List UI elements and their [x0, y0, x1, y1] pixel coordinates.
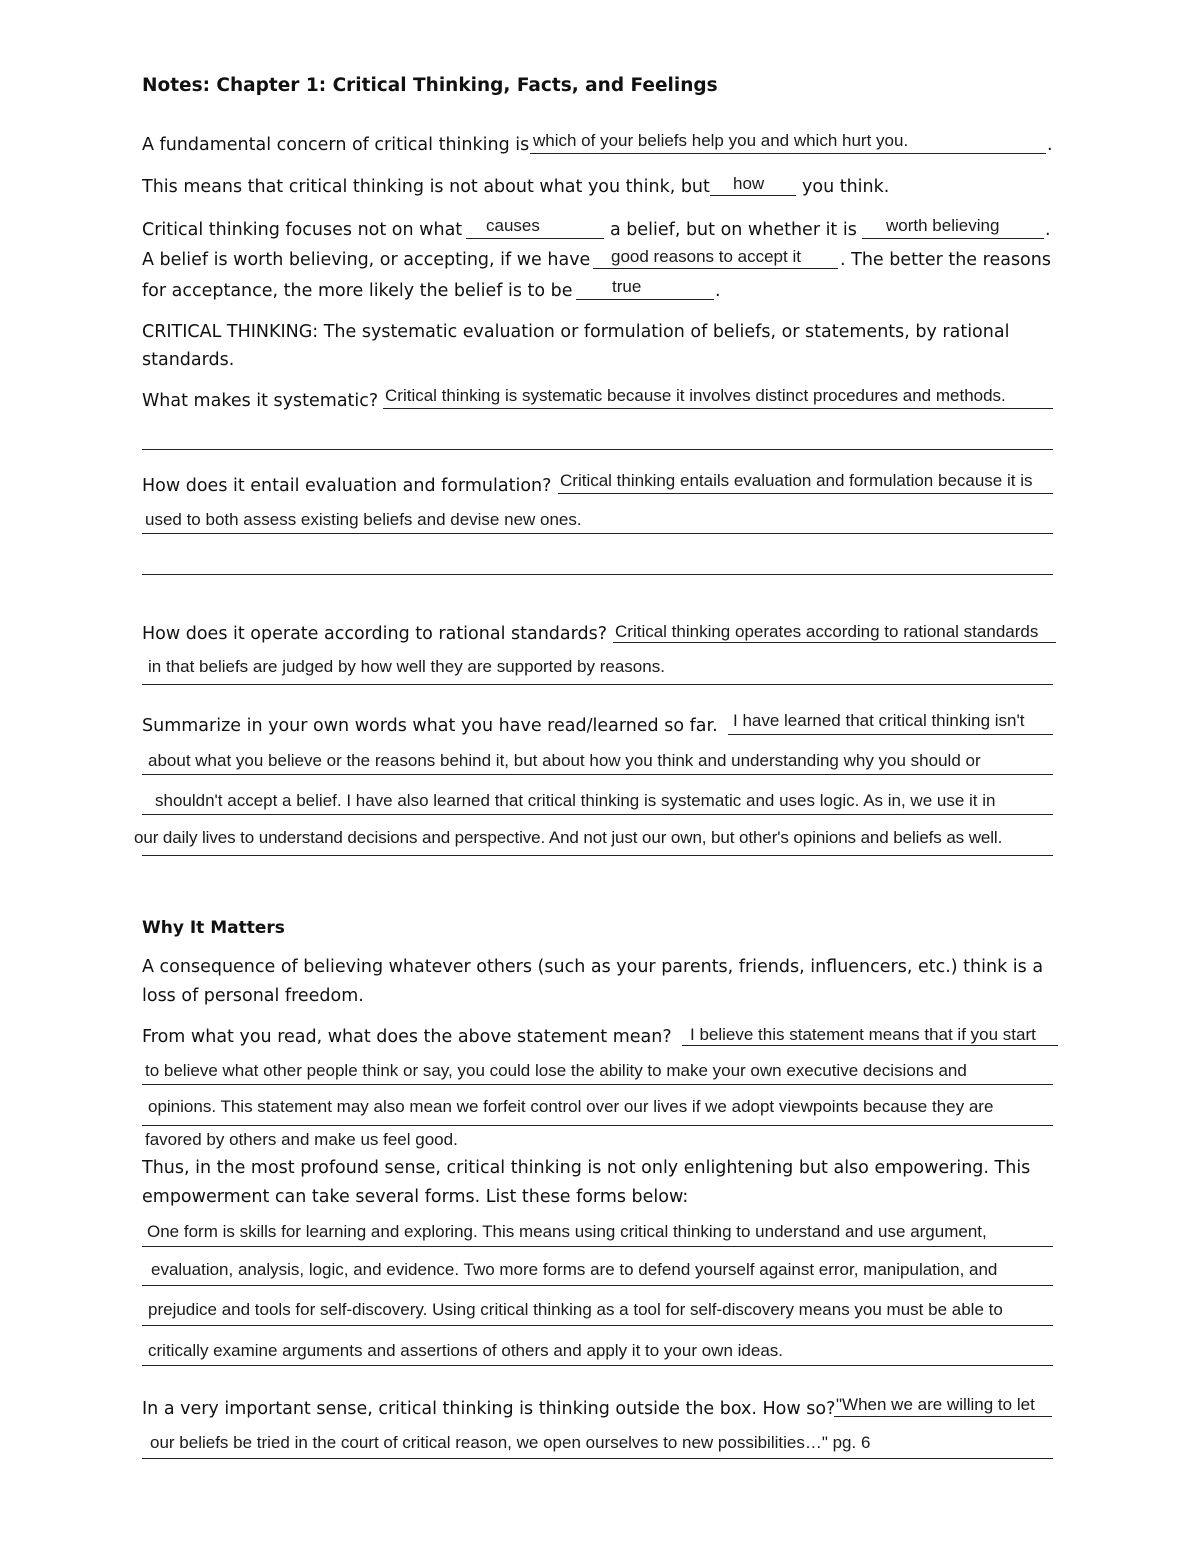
- answer-underline: [728, 734, 1053, 735]
- empowerment-line-1: Thus, in the most profound sense, critical thinking is not only enlightening but also empowering. This: [142, 1158, 1031, 1178]
- answer-underline: [613, 642, 1056, 643]
- question-evaluation: How does it entail evaluation and formulation?: [142, 476, 552, 496]
- answer-underline: [142, 1125, 1053, 1126]
- answer-rational-1[interactable]: Critical thinking operates according to rational standards: [615, 622, 1039, 641]
- answer-summary-4[interactable]: our daily lives to understand decisions and perspective. And not just our own, but other's opinions and beliefs as well.: [134, 828, 1003, 847]
- answer-box-1[interactable]: "When we are willing to let: [836, 1395, 1035, 1414]
- answer-box-2[interactable]: our beliefs be tried in the court of critical reason, we open ourselves to new possibilities…" pg. 6: [150, 1433, 871, 1452]
- answer-systematic[interactable]: Critical thinking is systematic because it involves distinct procedures and methods.: [385, 386, 1006, 405]
- answer-underline: [142, 533, 1053, 534]
- definition-line-1: CRITICAL THINKING: The systematic evaluation or formulation of beliefs, or statements, by rational: [142, 322, 1010, 342]
- answer-underline: [142, 574, 1053, 575]
- answer-underline: [142, 1285, 1053, 1286]
- statement-line-2: loss of personal freedom.: [142, 986, 364, 1006]
- answer-meaning-1[interactable]: I believe this statement means that if you start: [690, 1025, 1036, 1044]
- answer-true[interactable]: true: [612, 277, 642, 296]
- question-statement-meaning: From what you read, what does the above statement mean?: [142, 1027, 672, 1047]
- question-summary: Summarize in your own words what you have read/learned so far.: [142, 716, 718, 736]
- answer-summary-1[interactable]: I have learned that critical thinking isn't: [733, 711, 1025, 730]
- answer-underline: [576, 299, 714, 300]
- answer-good-reasons[interactable]: good reasons to accept it: [611, 247, 801, 266]
- statement-line-1: A consequence of believing whatever others (such as your parents, friends, influencers, etc.) think is a: [142, 957, 1044, 977]
- answer-underline: [142, 1246, 1053, 1247]
- answer-underline: [466, 238, 604, 239]
- answer-how[interactable]: how: [733, 174, 765, 193]
- period: .: [1047, 135, 1053, 155]
- answer-forms-2[interactable]: evaluation, analysis, logic, and evidence. Two more forms are to defend yourself against error, manipulation, and: [151, 1260, 998, 1279]
- answer-summary-2[interactable]: about what you believe or the reasons behind it, but about how you think and understanding why you should or: [148, 751, 981, 770]
- answer-evaluation-1[interactable]: Critical thinking entails evaluation and formulation because it is: [560, 471, 1033, 490]
- answer-underline: [142, 1325, 1053, 1326]
- answer-rational-2[interactable]: in that beliefs are judged by how well they are supported by reasons.: [148, 657, 665, 676]
- answer-fundamental-concern[interactable]: which of your beliefs help you and which hurt you.: [533, 131, 909, 150]
- empowerment-line-2: empowerment can take several forms. List these forms below:: [142, 1187, 689, 1207]
- answer-underline: [530, 153, 1046, 154]
- period: .: [715, 281, 721, 301]
- answer-meaning-4[interactable]: favored by others and make us feel good.: [145, 1130, 458, 1149]
- answer-underline: [593, 268, 838, 269]
- fill-line-2-post: you think.: [802, 177, 890, 197]
- answer-underline: [834, 1416, 1052, 1417]
- answer-worth-believing[interactable]: worth believing: [886, 216, 1000, 235]
- answer-underline: [142, 814, 1053, 815]
- answer-underline: [142, 1458, 1053, 1459]
- period: .: [1045, 220, 1051, 240]
- section-heading-why-it-matters: Why It Matters: [142, 918, 285, 938]
- fill-line-2-pre: This means that critical thinking is not about what you think, but: [142, 177, 710, 197]
- answer-meaning-2[interactable]: to believe what other people think or say, you could lose the ability to make your own executive decisions and: [145, 1061, 967, 1080]
- answer-forms-4[interactable]: critically examine arguments and assertions of others and apply it to your own ideas.: [148, 1341, 783, 1360]
- answer-underline: [142, 1084, 1053, 1085]
- answer-forms-3[interactable]: prejudice and tools for self-discovery. Using critical thinking as a tool for self-discovery means you must be able to: [148, 1300, 1003, 1319]
- fill-line-3-mid: a belief, but on whether it is: [610, 220, 857, 240]
- fill-line-3-pre: Critical thinking focuses not on what: [142, 220, 463, 240]
- answer-underline: [142, 684, 1053, 685]
- answer-underline: [383, 408, 1053, 409]
- question-rational: How does it operate according to rational standards?: [142, 624, 608, 644]
- answer-underline: [142, 774, 1053, 775]
- fill-line-4-pre: A belief is worth believing, or accepting, if we have: [142, 250, 591, 270]
- answer-underline: [142, 1365, 1053, 1366]
- fill-line-1-text: A fundamental concern of critical thinking is: [142, 135, 530, 155]
- page-title: Notes: Chapter 1: Critical Thinking, Facts, and Feelings: [142, 75, 718, 96]
- fill-line-5-pre: for acceptance, the more likely the belief is to be: [142, 281, 573, 301]
- answer-underline: [682, 1045, 1058, 1046]
- question-systematic: What makes it systematic?: [142, 391, 379, 411]
- answer-summary-3[interactable]: shouldn't accept a belief. I have also learned that critical thinking is systematic and uses logic. As in, we use it in: [155, 791, 996, 810]
- answer-underline: [142, 855, 1053, 856]
- answer-underline: [142, 449, 1053, 450]
- answer-causes[interactable]: causes: [486, 216, 540, 235]
- answer-forms-1[interactable]: One form is skills for learning and exploring. This means using critical thinking to understand and use argument,: [147, 1222, 987, 1241]
- question-outside-the-box: In a very important sense, critical thinking is thinking outside the box. How so?: [142, 1399, 836, 1419]
- definition-line-2: standards.: [142, 350, 235, 370]
- answer-underline: [710, 195, 796, 196]
- answer-meaning-3[interactable]: opinions. This statement may also mean we forfeit control over our lives if we adopt viewpoints because they are: [148, 1097, 994, 1116]
- fill-line-1: [142, 134, 529, 156]
- fill-line-4-post: . The better the reasons: [840, 250, 1051, 270]
- answer-evaluation-2[interactable]: used to both assess existing beliefs and devise new ones.: [145, 510, 582, 529]
- answer-underline: [862, 238, 1044, 239]
- answer-underline: [558, 493, 1053, 494]
